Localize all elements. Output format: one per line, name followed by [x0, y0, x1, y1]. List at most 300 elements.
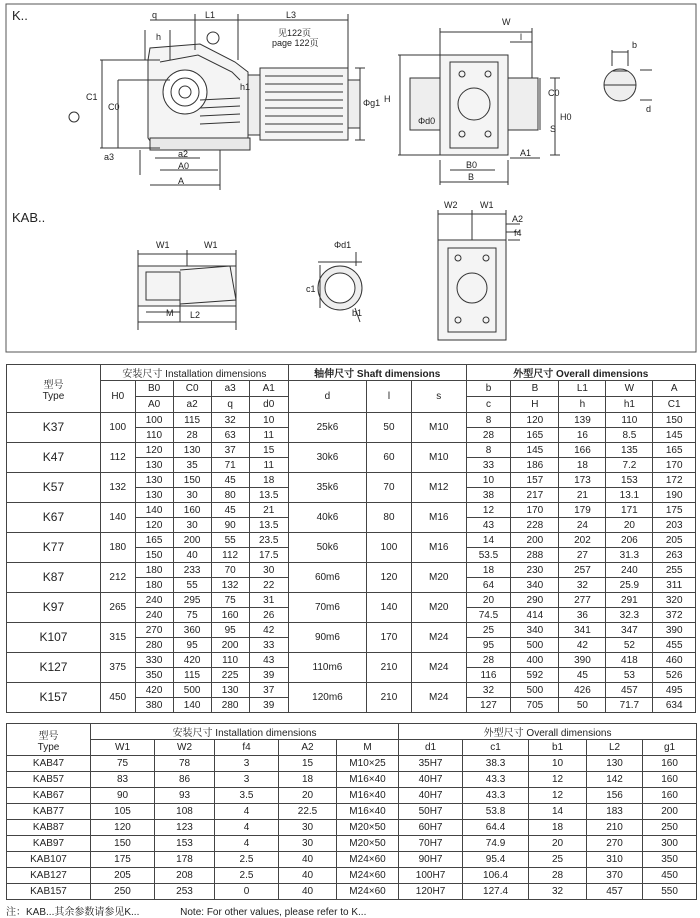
- table-cell: K77: [7, 533, 101, 563]
- table-cell: 13.5: [249, 518, 288, 533]
- table-cell: 705: [511, 698, 559, 713]
- table-cell: 115: [173, 668, 211, 683]
- dim-h0: H0: [560, 112, 572, 122]
- table-cell: 10: [466, 473, 511, 488]
- table-cell: M16×40: [337, 772, 399, 788]
- dim-w2: W2: [444, 200, 458, 210]
- table-cell: 28: [466, 428, 511, 443]
- kab-series-label: KAB..: [12, 210, 46, 225]
- table-cell: 110: [135, 428, 173, 443]
- table-cell: 205: [91, 868, 155, 884]
- table-cell: 12: [529, 788, 587, 804]
- table-cell: 40H7: [399, 772, 463, 788]
- dim-q: q: [152, 10, 158, 20]
- table-cell: 21: [559, 488, 606, 503]
- table-cell: 157: [511, 473, 559, 488]
- table-cell: 165: [135, 533, 173, 548]
- table-cell: 50: [559, 698, 606, 713]
- table-cell: M20: [411, 593, 466, 623]
- kab-col-header: W2: [155, 740, 215, 756]
- table-cell: KAB87: [7, 820, 91, 836]
- table-cell: 24: [559, 518, 606, 533]
- table-cell: 23.5: [249, 533, 288, 548]
- table-cell: 38: [466, 488, 511, 503]
- table-cell: 180: [135, 578, 173, 593]
- table-cell: KAB77: [7, 804, 91, 820]
- table-cell: 200: [643, 804, 697, 820]
- table-cell: 400: [511, 653, 559, 668]
- table-cell: 40: [279, 868, 337, 884]
- table-cell: 250: [643, 820, 697, 836]
- table-cell: 310: [587, 852, 643, 868]
- table-cell: 32: [211, 413, 249, 428]
- table-cell: 250: [91, 884, 155, 900]
- col-a3: a3: [211, 381, 249, 397]
- page-ref-cn: 见122页: [278, 28, 312, 38]
- kab-col-header: g1: [643, 740, 697, 756]
- table-cell: 35k6: [288, 473, 366, 503]
- table-cell: 263: [653, 548, 696, 563]
- table-cell: 7.2: [606, 458, 653, 473]
- dim-b-total: B: [468, 172, 475, 182]
- table-cell: M10: [411, 443, 466, 473]
- table-cell: 31.3: [606, 548, 653, 563]
- table-cell: 380: [135, 698, 173, 713]
- table-cell: 18: [279, 772, 337, 788]
- table-cell: 33: [466, 458, 511, 473]
- table-cell: 28: [173, 428, 211, 443]
- table-cell: 22.5: [279, 804, 337, 820]
- table-cell: 20: [466, 593, 511, 608]
- table-cell: 40H7: [399, 788, 463, 804]
- table-cell: 40: [279, 852, 337, 868]
- table-row: [7, 443, 696, 458]
- table-row: [7, 593, 696, 608]
- table-cell: 178: [155, 852, 215, 868]
- table-row: [7, 884, 697, 900]
- table-cell: 35: [173, 458, 211, 473]
- table-cell: M24×60: [337, 852, 399, 868]
- table-cell: 457: [587, 884, 643, 900]
- table-cell: 25.9: [606, 578, 653, 593]
- table-cell: 202: [559, 533, 606, 548]
- table-cell: 90: [211, 518, 249, 533]
- table-cell: 43: [249, 653, 288, 668]
- table-cell: 291: [606, 593, 653, 608]
- kab-front-view: [138, 250, 236, 330]
- table-cell: 170: [653, 458, 696, 473]
- kab-col-header: c1: [463, 740, 529, 756]
- table-cell: 39: [249, 698, 288, 713]
- table-cell: 40: [279, 884, 337, 900]
- dim-phi-d1: Φd1: [334, 240, 352, 250]
- table-cell: 18: [559, 458, 606, 473]
- table-cell: 52: [606, 638, 653, 653]
- dim-w1-front-b: W1: [204, 240, 218, 250]
- table-cell: K37: [7, 413, 101, 443]
- table-cell: 13.1: [606, 488, 653, 503]
- footnote: [6, 903, 404, 918]
- table-cell: 132: [211, 578, 249, 593]
- table-cell: 350: [643, 852, 697, 868]
- table-cell: 95: [466, 638, 511, 653]
- table-cell: 160: [643, 756, 697, 772]
- table-cell: 112: [211, 548, 249, 563]
- dim-b0: B0: [466, 160, 478, 170]
- table-cell: 50k6: [288, 533, 366, 563]
- table-cell: 170: [367, 623, 412, 653]
- dim-m: M: [166, 308, 174, 318]
- table-cell: 120: [367, 563, 412, 593]
- table-cell: 38.3: [463, 756, 529, 772]
- table-cell: 500: [511, 683, 559, 698]
- table-cell: 200: [211, 638, 249, 653]
- table-cell: 20: [529, 836, 587, 852]
- table-cell: M24×60: [337, 884, 399, 900]
- table-cell: 210: [587, 820, 643, 836]
- table-cell: 200: [173, 533, 211, 548]
- table-cell: 495: [653, 683, 696, 698]
- table-cell: 206: [606, 533, 653, 548]
- table-cell: 203: [653, 518, 696, 533]
- kab-col-header: M: [337, 740, 399, 756]
- kab-col-header: A2: [279, 740, 337, 756]
- table-cell: 60m6: [288, 563, 366, 593]
- table-cell: 40k6: [288, 503, 366, 533]
- table-cell: K67: [7, 503, 101, 533]
- table-cell: 139: [559, 413, 606, 428]
- table-cell: 32: [529, 884, 587, 900]
- table-cell: 160: [643, 788, 697, 804]
- table-cell: 35H7: [399, 756, 463, 772]
- table-cell: 42: [249, 623, 288, 638]
- table-cell: M24: [411, 653, 466, 683]
- table-cell: 190: [653, 488, 696, 503]
- table-cell: 172: [653, 473, 696, 488]
- table-cell: 295: [173, 593, 211, 608]
- table-cell: 26: [249, 608, 288, 623]
- table-cell: 340: [511, 578, 559, 593]
- col-a: A: [653, 381, 696, 397]
- table-cell: 375: [100, 653, 135, 683]
- table-cell: 112: [100, 443, 135, 473]
- table-cell: M24: [411, 683, 466, 713]
- table-cell: 74.5: [466, 608, 511, 623]
- table-cell: 140: [100, 503, 135, 533]
- table-cell: 173: [559, 473, 606, 488]
- table-cell: 420: [135, 683, 173, 698]
- table-cell: 21: [249, 503, 288, 518]
- table-cell: 4: [215, 836, 279, 852]
- table-cell: 30: [173, 518, 211, 533]
- type-header-en: Type: [42, 390, 65, 402]
- table-cell: 233: [173, 563, 211, 578]
- table-cell: 145: [511, 443, 559, 458]
- table-cell: 70H7: [399, 836, 463, 852]
- k-side-view: [398, 28, 560, 185]
- dim-phi-d0: Φd0: [418, 116, 436, 126]
- table-cell: K47: [7, 443, 101, 473]
- k-series-label: K..: [12, 8, 28, 23]
- kab-type-header-cn: 型号: [38, 730, 59, 742]
- table-cell: 16: [559, 428, 606, 443]
- shaft-header: 轴伸尺寸 Shaft dimensions: [288, 365, 466, 381]
- install-header: 安装尺寸 Installation dimensions: [100, 365, 288, 381]
- technical-drawings: [0, 0, 700, 357]
- table-cell: 127: [466, 698, 511, 713]
- table-cell: 100H7: [399, 868, 463, 884]
- table-cell: 217: [511, 488, 559, 503]
- col-d: d: [288, 381, 366, 413]
- table-cell: 130: [135, 458, 173, 473]
- table-cell: 210: [367, 653, 412, 683]
- dim-w1-side: W1: [480, 200, 494, 210]
- table-cell: K107: [7, 623, 101, 653]
- table-cell: KAB107: [7, 852, 91, 868]
- dim-d: d: [646, 104, 652, 114]
- table-cell: 140: [367, 593, 412, 623]
- table-row: [7, 852, 697, 868]
- table-cell: 108: [155, 804, 215, 820]
- table-cell: M16: [411, 503, 466, 533]
- table-row: [7, 563, 696, 578]
- shaft-section: [604, 50, 652, 101]
- col-c1: C1: [653, 397, 696, 413]
- table-cell: 43.3: [463, 788, 529, 804]
- kab-table-body: [7, 756, 697, 900]
- table-cell: 115: [173, 413, 211, 428]
- table-cell: KAB57: [7, 772, 91, 788]
- col-hh: H: [511, 397, 559, 413]
- table-cell: 80: [211, 488, 249, 503]
- table-cell: 3.5: [215, 788, 279, 804]
- dim-w: W: [502, 17, 511, 27]
- table-cell: M24×60: [337, 868, 399, 884]
- table-cell: 22: [249, 578, 288, 593]
- table-cell: 10: [529, 756, 587, 772]
- table-cell: 457: [606, 683, 653, 698]
- dim-f4: f4: [514, 228, 522, 238]
- table-cell: 53: [606, 668, 653, 683]
- table-cell: 60: [367, 443, 412, 473]
- table-cell: 208: [155, 868, 215, 884]
- table-cell: 20: [279, 788, 337, 804]
- dim-l1: L1: [205, 10, 216, 20]
- table-cell: K127: [7, 653, 101, 683]
- table-cell: 37: [249, 683, 288, 698]
- table-cell: 142: [587, 772, 643, 788]
- table-cell: 550: [643, 884, 697, 900]
- table-cell: 156: [587, 788, 643, 804]
- table-cell: 450: [100, 683, 135, 713]
- table-cell: 130: [135, 473, 173, 488]
- table-cell: 180: [100, 533, 135, 563]
- table-cell: 105: [91, 804, 155, 820]
- table-cell: M12: [411, 473, 466, 503]
- table-cell: K97: [7, 593, 101, 623]
- table-cell: 225: [211, 668, 249, 683]
- dim-c0-side: C0: [548, 88, 560, 98]
- table-cell: 140: [173, 698, 211, 713]
- table-cell: 160: [173, 503, 211, 518]
- table-cell: 50H7: [399, 804, 463, 820]
- table-cell: M20×50: [337, 820, 399, 836]
- table-cell: 166: [559, 443, 606, 458]
- table-cell: 83: [91, 772, 155, 788]
- table-cell: M16: [411, 533, 466, 563]
- table-cell: 311: [653, 578, 696, 593]
- page-ref-en: page 122页: [272, 38, 319, 48]
- col-h: h: [559, 397, 606, 413]
- table-cell: 100: [100, 413, 135, 443]
- table-cell: 110: [606, 413, 653, 428]
- type-header-cn: 型号: [43, 379, 64, 391]
- col-a2: a2: [173, 397, 211, 413]
- col-q: q: [211, 397, 249, 413]
- dim-h: h: [156, 32, 162, 42]
- col-l1: L1: [559, 381, 606, 397]
- table-cell: 4: [215, 820, 279, 836]
- col-b: b: [466, 381, 511, 397]
- table-cell: 55: [211, 533, 249, 548]
- table-cell: 32: [466, 683, 511, 698]
- table-cell: 100: [135, 413, 173, 428]
- dim-b-key: b: [632, 40, 638, 50]
- table-cell: 3: [215, 756, 279, 772]
- table-cell: 120: [135, 443, 173, 458]
- table-cell: 228: [511, 518, 559, 533]
- table-cell: 390: [559, 653, 606, 668]
- table-cell: 20: [606, 518, 653, 533]
- table-cell: 25: [466, 623, 511, 638]
- table-cell: 205: [653, 533, 696, 548]
- table-cell: 50: [367, 413, 412, 443]
- dim-c1-hollow: c1: [306, 284, 316, 294]
- table-cell: 300: [643, 836, 697, 852]
- table-cell: 360: [173, 623, 211, 638]
- table-cell: 70: [367, 473, 412, 503]
- col-a1: A1: [249, 381, 288, 397]
- table-cell: 14: [466, 533, 511, 548]
- table-cell: K157: [7, 683, 101, 713]
- col-s: s: [411, 381, 466, 413]
- table-cell: 90m6: [288, 623, 366, 653]
- table-cell: 37: [211, 443, 249, 458]
- table-cell: 320: [653, 593, 696, 608]
- table-cell: 165: [511, 428, 559, 443]
- table-row: [7, 836, 697, 852]
- table-cell: 130: [135, 488, 173, 503]
- table-cell: 75: [91, 756, 155, 772]
- table-cell: 253: [155, 884, 215, 900]
- table-cell: 200: [511, 533, 559, 548]
- table-cell: 8: [466, 413, 511, 428]
- table-cell: 290: [511, 593, 559, 608]
- table-cell: M24: [411, 623, 466, 653]
- table-cell: 592: [511, 668, 559, 683]
- col-c0: C0: [173, 381, 211, 397]
- table-cell: M10: [411, 413, 466, 443]
- table-cell: 30: [279, 836, 337, 852]
- dim-a2-side: A2: [512, 214, 524, 224]
- table-cell: 270: [135, 623, 173, 638]
- table-cell: 14: [529, 804, 587, 820]
- table-cell: 11: [249, 428, 288, 443]
- table-cell: 390: [653, 623, 696, 638]
- table-cell: 240: [135, 593, 173, 608]
- table-cell: 80: [367, 503, 412, 533]
- table-cell: 170: [511, 503, 559, 518]
- k-table-body: [7, 413, 696, 713]
- table-cell: 45: [211, 473, 249, 488]
- table-cell: 186: [511, 458, 559, 473]
- kab-install-header: 安装尺寸 Installation dimensions: [91, 724, 399, 740]
- table-cell: 120: [135, 518, 173, 533]
- footnote-en: Note: For other values, please refer to K...: [180, 907, 367, 918]
- col-a0: A0: [135, 397, 173, 413]
- table-cell: 120: [91, 820, 155, 836]
- table-row: [7, 503, 696, 518]
- dim-l2: L2: [190, 310, 201, 320]
- table-cell: 175: [91, 852, 155, 868]
- table-cell: 71: [211, 458, 249, 473]
- dim-b1: b1: [352, 308, 363, 318]
- table-cell: 153: [155, 836, 215, 852]
- table-cell: 63: [211, 428, 249, 443]
- table-cell: 420: [173, 653, 211, 668]
- table-cell: 455: [653, 638, 696, 653]
- table-cell: 130: [173, 443, 211, 458]
- table-cell: 32.3: [606, 608, 653, 623]
- table-cell: KAB47: [7, 756, 91, 772]
- table-cell: 12: [466, 503, 511, 518]
- table-cell: KAB67: [7, 788, 91, 804]
- col-c: c: [466, 397, 511, 413]
- table-cell: 95: [173, 638, 211, 653]
- table-cell: 183: [587, 804, 643, 820]
- table-cell: 240: [135, 608, 173, 623]
- table-cell: 280: [211, 698, 249, 713]
- table-cell: 40: [173, 548, 211, 563]
- table-cell: 30k6: [288, 443, 366, 473]
- table-cell: KAB157: [7, 884, 91, 900]
- table-cell: 500: [173, 683, 211, 698]
- table-row: [7, 772, 697, 788]
- table-cell: 180: [135, 563, 173, 578]
- table-cell: 53.5: [466, 548, 511, 563]
- table-cell: 70m6: [288, 593, 366, 623]
- table-cell: 140: [135, 503, 173, 518]
- table-cell: 340: [511, 623, 559, 638]
- table-cell: 55: [173, 578, 211, 593]
- table-cell: 0: [215, 884, 279, 900]
- kab-col-header: L2: [587, 740, 643, 756]
- kab-type-header: [7, 724, 91, 756]
- table-cell: K57: [7, 473, 101, 503]
- kab-dimensions-table: [6, 723, 697, 900]
- col-h1: h1: [606, 397, 653, 413]
- table-cell: 27: [559, 548, 606, 563]
- table-cell: 25k6: [288, 413, 366, 443]
- dim-a0: A0: [178, 161, 190, 171]
- table-cell: 330: [135, 653, 173, 668]
- dim-phi-g1: Φg1: [363, 98, 381, 108]
- table-cell: 28: [529, 868, 587, 884]
- table-cell: M10×25: [337, 756, 399, 772]
- table-cell: 3: [215, 772, 279, 788]
- table-cell: 60H7: [399, 820, 463, 836]
- table-cell: 42: [559, 638, 606, 653]
